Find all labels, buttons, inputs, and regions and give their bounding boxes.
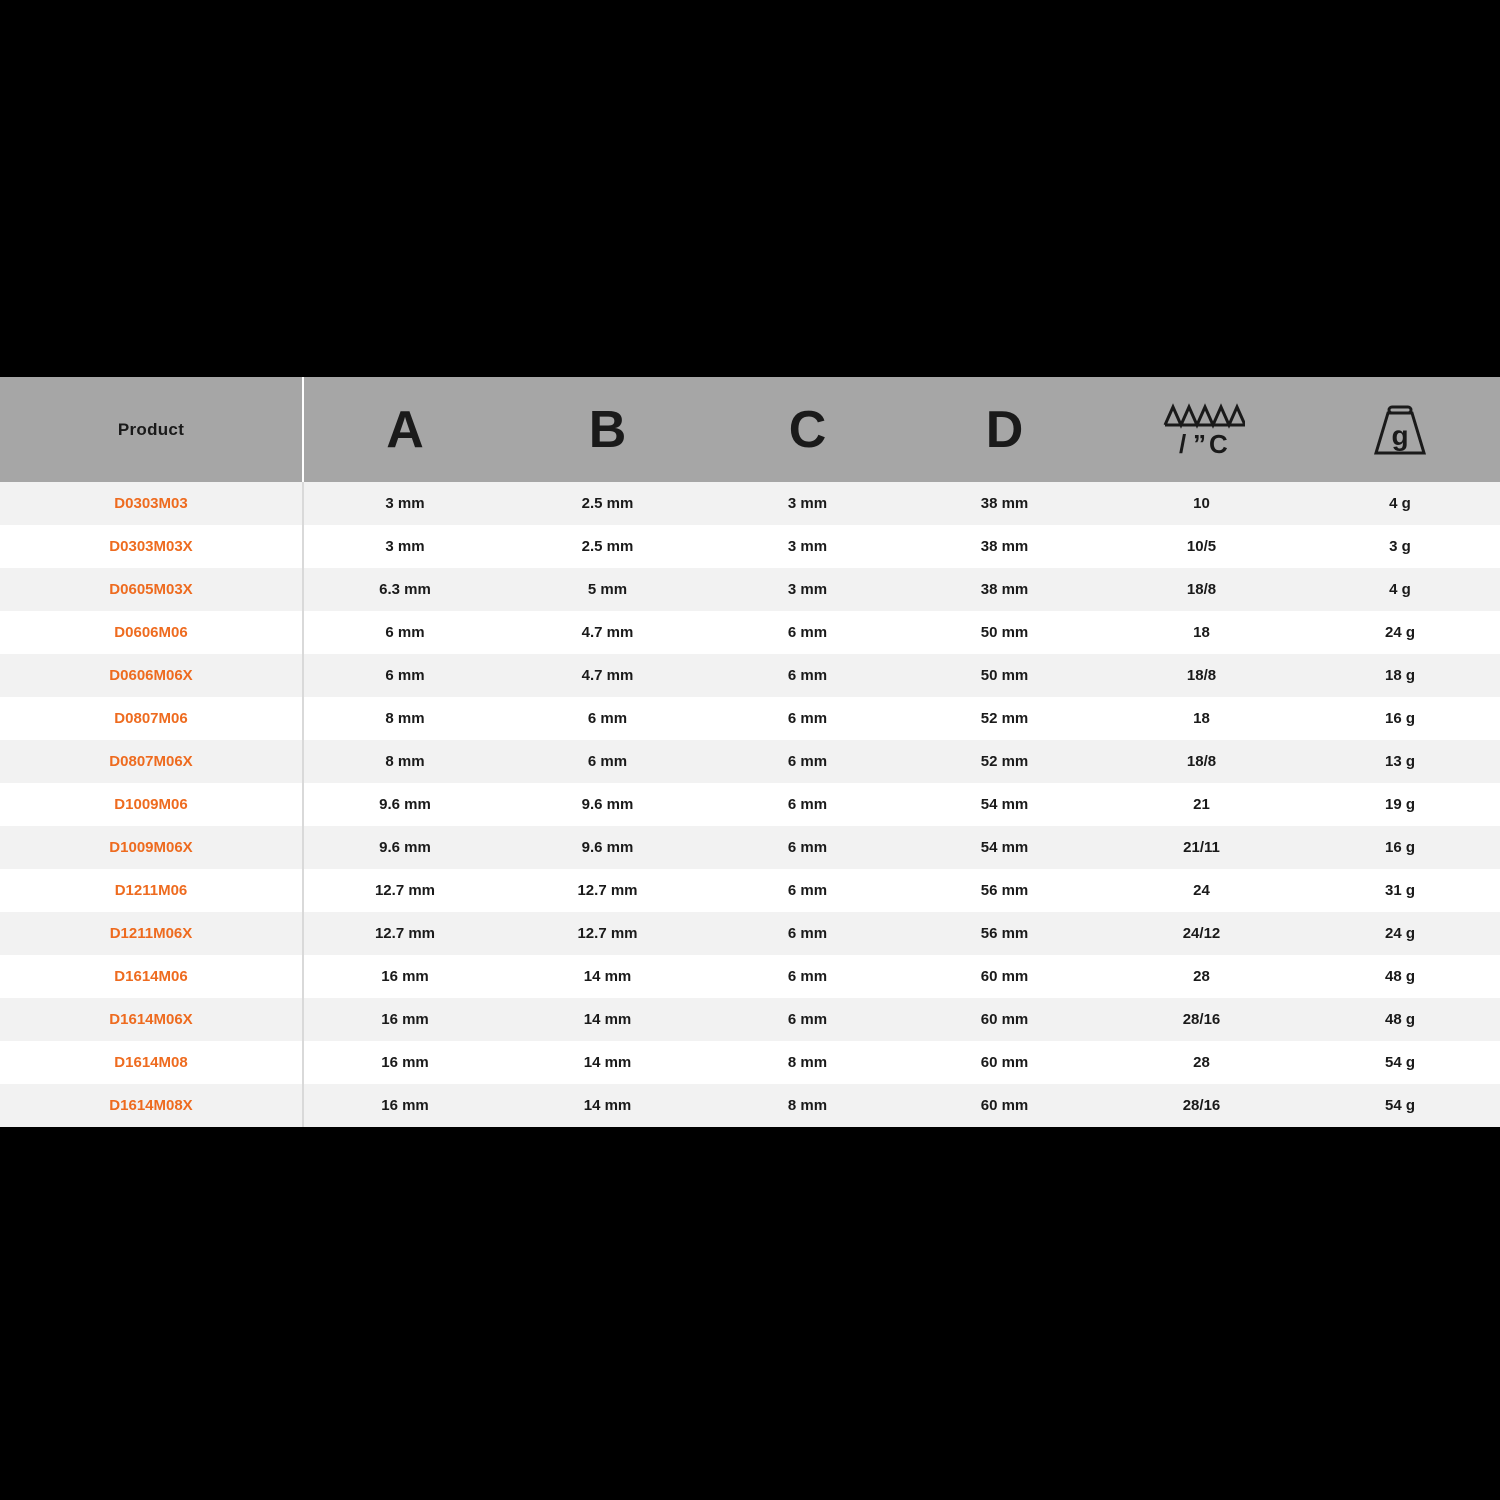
cell-a: 8 mm xyxy=(303,740,506,783)
product-spec-table xyxy=(0,377,1500,1127)
cell-c: 6 mm xyxy=(709,869,906,912)
table-row xyxy=(0,740,1500,783)
cell-product-code[interactable]: D1211M06X xyxy=(0,912,303,955)
cell-a: 6.3 mm xyxy=(303,568,506,611)
cell-b: 14 mm xyxy=(506,998,709,1041)
column-header-weight xyxy=(1300,377,1500,482)
column-letter-c: C xyxy=(788,400,827,459)
cell-d: 56 mm xyxy=(906,912,1103,955)
cell-d: 38 mm xyxy=(906,525,1103,568)
table-row xyxy=(0,611,1500,654)
cell-a: 16 mm xyxy=(303,1084,506,1127)
cell-weight: 31 g xyxy=(1300,869,1500,912)
cell-a: 12.7 mm xyxy=(303,912,506,955)
cell-d: 54 mm xyxy=(906,826,1103,869)
cell-c: 6 mm xyxy=(709,998,906,1041)
table-row xyxy=(0,955,1500,998)
cell-product-code[interactable]: D1614M08X xyxy=(0,1084,303,1127)
svg-text:”: ” xyxy=(1192,428,1206,459)
cell-c: 6 mm xyxy=(709,826,906,869)
cell-a: 8 mm xyxy=(303,697,506,740)
column-header-c xyxy=(709,377,906,482)
cell-product-code[interactable]: D0606M06X xyxy=(0,654,303,697)
table-row xyxy=(0,1084,1500,1127)
cell-a: 6 mm xyxy=(303,654,506,697)
cell-d: 38 mm xyxy=(906,568,1103,611)
cell-a: 3 mm xyxy=(303,482,506,525)
cell-a: 16 mm xyxy=(303,1041,506,1084)
cell-teeth: 28/16 xyxy=(1103,1084,1300,1127)
cell-d: 60 mm xyxy=(906,998,1103,1041)
cell-weight: 16 g xyxy=(1300,697,1500,740)
cell-a: 12.7 mm xyxy=(303,869,506,912)
cell-d: 60 mm xyxy=(906,1041,1103,1084)
cell-weight: 19 g xyxy=(1300,783,1500,826)
cell-weight: 13 g xyxy=(1300,740,1500,783)
column-header-teeth xyxy=(1103,377,1300,482)
cell-teeth: 21 xyxy=(1103,783,1300,826)
cell-d: 60 mm xyxy=(906,955,1103,998)
cell-b: 9.6 mm xyxy=(506,826,709,869)
saw-teeth-per-inch-icon xyxy=(1103,377,1300,482)
svg-text:/: / xyxy=(1178,428,1186,459)
column-letter-d: D xyxy=(985,400,1024,459)
column-header-product: Product xyxy=(0,377,303,482)
cell-c: 6 mm xyxy=(709,740,906,783)
cell-teeth: 18/8 xyxy=(1103,568,1300,611)
column-letter-a: A xyxy=(386,400,424,459)
cell-b: 2.5 mm xyxy=(506,525,709,568)
cell-b: 2.5 mm xyxy=(506,482,709,525)
table-row xyxy=(0,869,1500,912)
cell-a: 3 mm xyxy=(303,525,506,568)
cell-b: 9.6 mm xyxy=(506,783,709,826)
cell-product-code[interactable]: D1614M06 xyxy=(0,955,303,998)
column-header-a xyxy=(303,377,506,482)
cell-weight: 4 g xyxy=(1300,568,1500,611)
cell-product-code[interactable]: D0303M03 xyxy=(0,482,303,525)
column-header-b xyxy=(506,377,709,482)
table-header xyxy=(0,377,1500,482)
cell-product-code[interactable]: D0807M06X xyxy=(0,740,303,783)
cell-product-code[interactable]: D1211M06 xyxy=(0,869,303,912)
cell-weight: 24 g xyxy=(1300,912,1500,955)
cell-b: 6 mm xyxy=(506,740,709,783)
cell-product-code[interactable]: D1614M08 xyxy=(0,1041,303,1084)
cell-a: 9.6 mm xyxy=(303,783,506,826)
cell-weight: 16 g xyxy=(1300,826,1500,869)
cell-b: 6 mm xyxy=(506,697,709,740)
cell-teeth: 24 xyxy=(1103,869,1300,912)
cell-c: 8 mm xyxy=(709,1041,906,1084)
cell-teeth: 18/8 xyxy=(1103,740,1300,783)
header-row xyxy=(0,377,1500,482)
cell-product-code[interactable]: D0606M06 xyxy=(0,611,303,654)
table-row xyxy=(0,783,1500,826)
table-row xyxy=(0,525,1500,568)
cell-b: 12.7 mm xyxy=(506,869,709,912)
cell-b: 14 mm xyxy=(506,1084,709,1127)
cell-c: 3 mm xyxy=(709,482,906,525)
spec-table-container xyxy=(0,377,1500,1127)
cell-a: 9.6 mm xyxy=(303,826,506,869)
cell-b: 12.7 mm xyxy=(506,912,709,955)
cell-c: 3 mm xyxy=(709,525,906,568)
table-row xyxy=(0,697,1500,740)
cell-teeth: 21/11 xyxy=(1103,826,1300,869)
cell-teeth: 28 xyxy=(1103,1041,1300,1084)
cell-b: 14 mm xyxy=(506,955,709,998)
cell-c: 6 mm xyxy=(709,912,906,955)
column-header-d xyxy=(906,377,1103,482)
cell-weight: 18 g xyxy=(1300,654,1500,697)
cell-product-code[interactable]: D1009M06X xyxy=(0,826,303,869)
cell-a: 6 mm xyxy=(303,611,506,654)
cell-d: 50 mm xyxy=(906,611,1103,654)
cell-teeth: 28 xyxy=(1103,955,1300,998)
cell-weight: 54 g xyxy=(1300,1084,1500,1127)
cell-c: 6 mm xyxy=(709,611,906,654)
table-body xyxy=(0,482,1500,1127)
weight-grams-icon xyxy=(1300,377,1500,482)
cell-c: 3 mm xyxy=(709,568,906,611)
cell-c: 6 mm xyxy=(709,955,906,998)
cell-weight: 24 g xyxy=(1300,611,1500,654)
svg-text:C: C xyxy=(1208,428,1228,459)
table-row xyxy=(0,998,1500,1041)
cell-product-code[interactable]: D0807M06 xyxy=(0,697,303,740)
cell-d: 50 mm xyxy=(906,654,1103,697)
cell-weight: 48 g xyxy=(1300,998,1500,1041)
cell-d: 38 mm xyxy=(906,482,1103,525)
cell-teeth: 18/8 xyxy=(1103,654,1300,697)
cell-c: 6 mm xyxy=(709,697,906,740)
cell-teeth: 24/12 xyxy=(1103,912,1300,955)
cell-a: 16 mm xyxy=(303,955,506,998)
cell-teeth: 10/5 xyxy=(1103,525,1300,568)
table-row xyxy=(0,912,1500,955)
cell-c: 6 mm xyxy=(709,783,906,826)
table-row xyxy=(0,654,1500,697)
cell-teeth: 18 xyxy=(1103,611,1300,654)
table-row xyxy=(0,826,1500,869)
cell-product-code[interactable]: D1009M06 xyxy=(0,783,303,826)
cell-d: 60 mm xyxy=(906,1084,1103,1127)
table-row xyxy=(0,482,1500,525)
cell-d: 54 mm xyxy=(906,783,1103,826)
cell-d: 56 mm xyxy=(906,869,1103,912)
column-letter-b: B xyxy=(588,400,627,459)
cell-b: 4.7 mm xyxy=(506,654,709,697)
cell-weight: 3 g xyxy=(1300,525,1500,568)
cell-a: 16 mm xyxy=(303,998,506,1041)
cell-d: 52 mm xyxy=(906,697,1103,740)
cell-d: 52 mm xyxy=(906,740,1103,783)
cell-teeth: 28/16 xyxy=(1103,998,1300,1041)
cell-c: 6 mm xyxy=(709,654,906,697)
cell-weight: 54 g xyxy=(1300,1041,1500,1084)
table-row xyxy=(0,1041,1500,1084)
cell-weight: 48 g xyxy=(1300,955,1500,998)
cell-teeth: 10 xyxy=(1103,482,1300,525)
cell-product-code[interactable]: D0605M03X xyxy=(0,568,303,611)
cell-b: 14 mm xyxy=(506,1041,709,1084)
svg-text:g: g xyxy=(1391,419,1409,451)
cell-c: 8 mm xyxy=(709,1084,906,1127)
cell-b: 4.7 mm xyxy=(506,611,709,654)
cell-weight: 4 g xyxy=(1300,482,1500,525)
cell-teeth: 18 xyxy=(1103,697,1300,740)
cell-product-code[interactable]: D1614M06X xyxy=(0,998,303,1041)
table-row xyxy=(0,568,1500,611)
cell-b: 5 mm xyxy=(506,568,709,611)
cell-product-code[interactable]: D0303M03X xyxy=(0,525,303,568)
